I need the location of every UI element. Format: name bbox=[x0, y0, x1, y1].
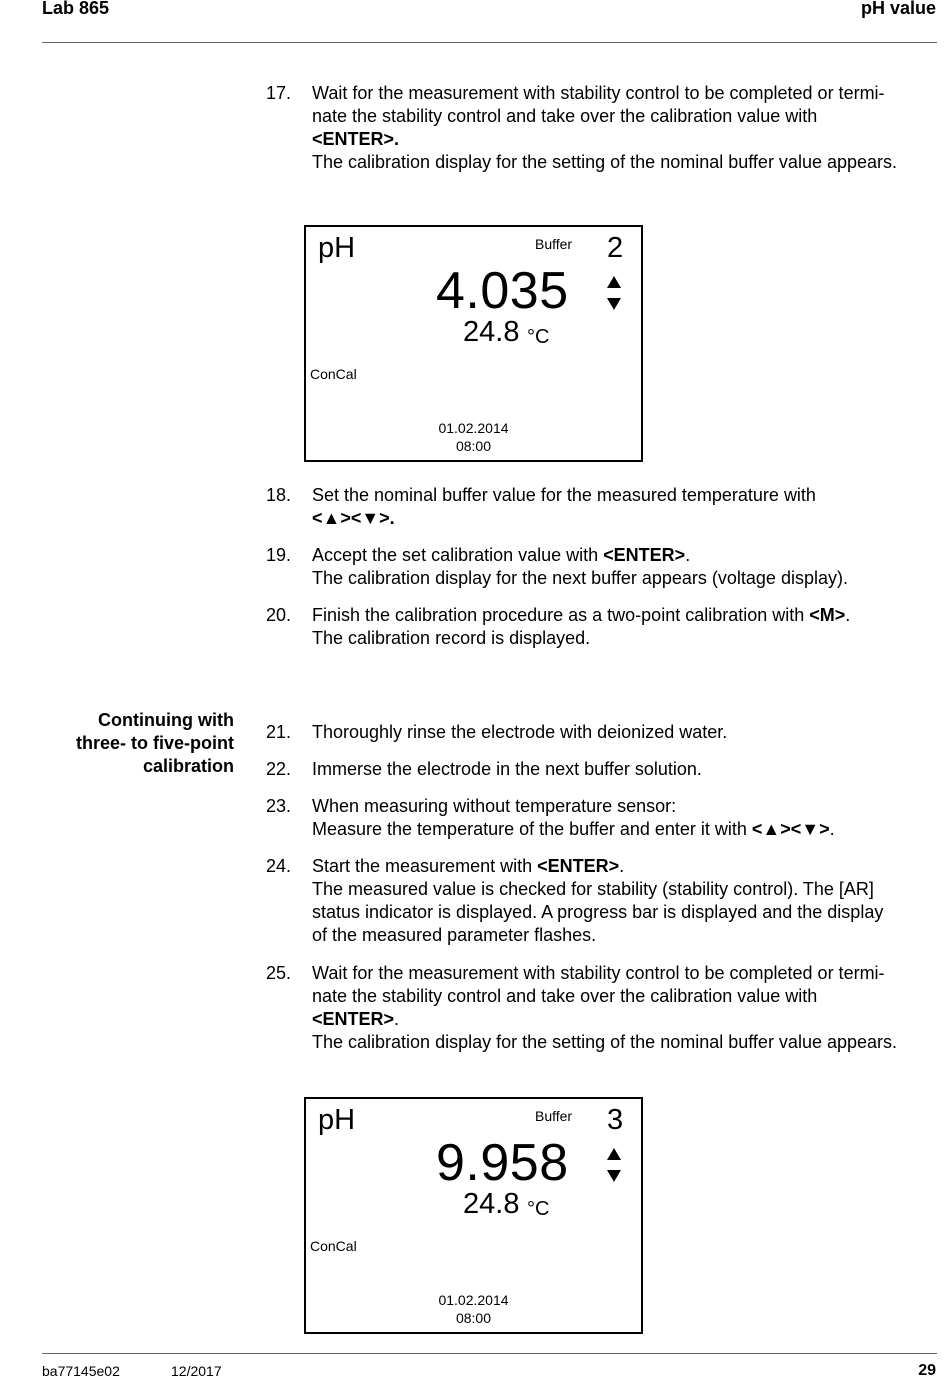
display-calibration-mode: ConCal bbox=[310, 1238, 357, 1254]
step-text bbox=[312, 962, 938, 1054]
side-heading-line: three- to five-point bbox=[76, 733, 234, 753]
step-line-punct: . bbox=[394, 1009, 400, 1029]
display-temperature: 24.8 bbox=[463, 316, 520, 348]
step-line-punct: . bbox=[619, 856, 625, 876]
step-number: 25. bbox=[266, 963, 292, 983]
display-time: 08:00 bbox=[455, 438, 492, 454]
step-line-text: Measure the temperature of the buffer and enter it with bbox=[312, 819, 752, 839]
up-down-arrows-icon bbox=[605, 276, 623, 310]
step-line: nate the stability control and take over the calibration value with bbox=[312, 986, 818, 1006]
step-text bbox=[312, 795, 938, 841]
step-line: Thoroughly rinse the electrode with deionized water. bbox=[312, 722, 728, 742]
step-line: The calibration display for the next buffer appears (voltage display). bbox=[312, 568, 848, 588]
step-line-text: Start the measurement with bbox=[312, 856, 538, 876]
meter-display-buffer-3 bbox=[304, 1097, 643, 1334]
step-line-text: Finish the calibration procedure as a two-point calibration with bbox=[312, 605, 810, 625]
step-key: <▲><▼> bbox=[751, 819, 830, 839]
display-time: 08:00 bbox=[455, 1310, 492, 1326]
step-line-punct: . bbox=[685, 545, 691, 565]
step-key: <ENTER> bbox=[537, 856, 620, 876]
step-text bbox=[312, 855, 938, 947]
step-line: The calibration record is displayed. bbox=[312, 628, 591, 648]
display-date: 01.02.2014 bbox=[438, 1292, 509, 1308]
footer-document-number: ba77145e02 bbox=[42, 1363, 120, 1379]
step-key: <M> bbox=[809, 605, 846, 625]
step-text bbox=[312, 82, 938, 174]
step-line bbox=[312, 604, 938, 627]
step-line: Immerse the electrode in the next buffer solution. bbox=[312, 759, 702, 779]
step-line: The calibration display for the setting of the nominal buffer value appears. bbox=[312, 152, 898, 172]
step-number: 17. bbox=[266, 83, 292, 103]
step-line: When measuring without temperature sensor: bbox=[312, 796, 677, 816]
step-number: 22. bbox=[266, 759, 292, 779]
step-number: 20. bbox=[266, 605, 292, 625]
page-number: 29 bbox=[918, 1362, 936, 1379]
step-line: status indicator is displayed. A progress bar is displayed and the display bbox=[312, 902, 884, 922]
step-line-text: Accept the set calibration value with bbox=[312, 545, 604, 565]
side-heading bbox=[42, 709, 234, 778]
step-line: Wait for the measurement with stability control to be completed or termi- bbox=[312, 83, 885, 103]
up-down-arrows-icon bbox=[605, 1148, 623, 1182]
header-divider bbox=[42, 42, 937, 43]
step-line: nate the stability control and take over the calibration value with bbox=[312, 106, 818, 126]
step-line: of the measured parameter flashes. bbox=[312, 925, 597, 945]
display-parameter: pH bbox=[318, 1104, 356, 1136]
step-line-punct: . bbox=[829, 819, 835, 839]
step-line: The measured value is checked for stability (stability control). The [AR] bbox=[312, 879, 874, 899]
step-line bbox=[312, 544, 938, 567]
step-line: The calibration display for the setting of the nominal buffer value appears. bbox=[312, 1032, 898, 1052]
step-text bbox=[312, 721, 938, 744]
display-temperature-unit: °C bbox=[527, 326, 550, 348]
side-heading-line: Continuing with bbox=[98, 710, 234, 730]
meter-display-buffer-2 bbox=[304, 225, 643, 462]
step-line bbox=[312, 855, 938, 878]
step-key: <ENTER> bbox=[603, 545, 686, 565]
display-temperature-unit: °C bbox=[527, 1198, 550, 1220]
step-text bbox=[312, 604, 938, 650]
step-line: Wait for the measurement with stability control to be completed or termi- bbox=[312, 963, 885, 983]
step-number: 21. bbox=[266, 722, 292, 742]
step-text bbox=[312, 544, 938, 590]
display-calibration-mode: ConCal bbox=[310, 366, 357, 382]
display-measured-value: 9.958 bbox=[436, 1134, 569, 1192]
step-number: 23. bbox=[266, 796, 292, 816]
display-buffer-number: 2 bbox=[607, 232, 624, 264]
footer-divider bbox=[42, 1353, 937, 1354]
step-text bbox=[312, 484, 938, 530]
step-key: <▲><▼>. bbox=[312, 508, 395, 528]
display-measured-value: 4.035 bbox=[436, 262, 569, 320]
header-section-title: pH value bbox=[860, 0, 936, 18]
step-text bbox=[312, 758, 938, 781]
footer-date: 12/2017 bbox=[171, 1363, 222, 1379]
step-number: 19. bbox=[266, 545, 292, 565]
display-parameter: pH bbox=[318, 232, 356, 264]
display-buffer-label: Buffer bbox=[535, 1108, 573, 1124]
display-date: 01.02.2014 bbox=[438, 420, 509, 436]
step-key: <ENTER>. bbox=[312, 129, 400, 149]
step-number: 24. bbox=[266, 856, 292, 876]
step-key: <ENTER> bbox=[312, 1009, 395, 1029]
step-number: 18. bbox=[266, 485, 292, 505]
step-line bbox=[312, 818, 938, 841]
step-line-punct: . bbox=[845, 605, 851, 625]
display-buffer-label: Buffer bbox=[535, 236, 573, 252]
display-buffer-number: 3 bbox=[607, 1104, 624, 1136]
step-line bbox=[312, 1008, 938, 1031]
step-line: Set the nominal buffer value for the measured temperature with bbox=[312, 485, 816, 505]
header-manual-title: Lab 865 bbox=[42, 0, 110, 18]
side-heading-line: calibration bbox=[142, 756, 234, 776]
display-temperature: 24.8 bbox=[463, 1188, 520, 1220]
